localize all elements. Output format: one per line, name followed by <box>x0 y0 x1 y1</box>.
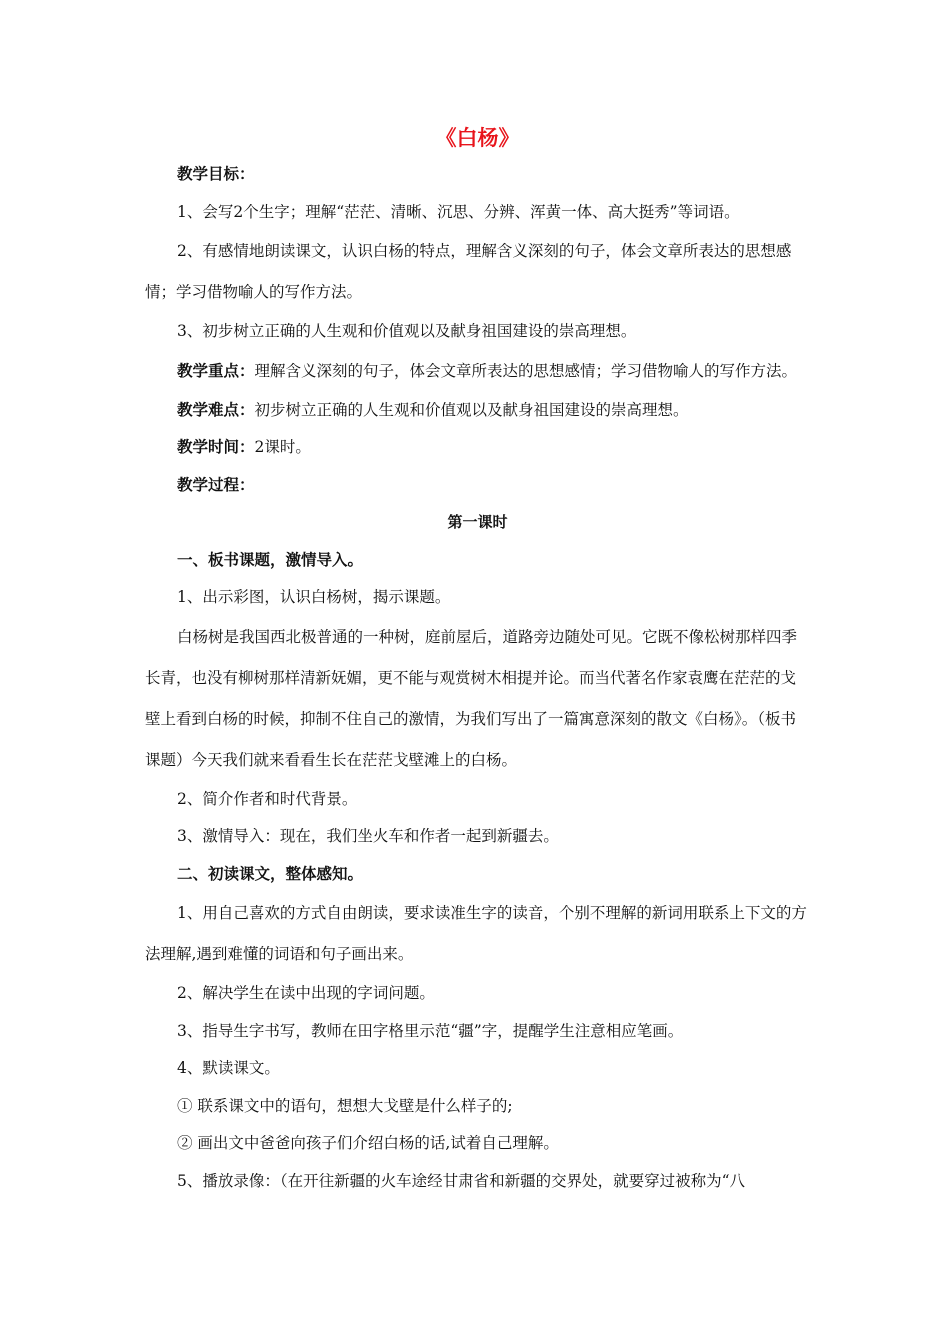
key-points-paragraph <box>145 351 810 392</box>
section2-item: ② 画出文中爸爸向孩子们介绍白杨的话,试着自己理解。 <box>177 1134 559 1152</box>
document-title: 《白杨》 <box>435 126 520 150</box>
objective-item: 1、会写2个生字；理解“茫茫、清晰、沉思、分辨、浑黄一体、高大挺秀”等词语。 <box>177 202 740 221</box>
key-points-text: 理解含义深刻的句子，体会文章所表达的思想感情；学习借物喻人的写作方法。 <box>254 361 798 380</box>
section1-item: 3、激情导入：现在，我们坐火车和作者一起到新疆去。 <box>177 827 559 845</box>
section2-item: 1、用自己喜欢的方式自由朗读，要求读准生字的读音，个别不理解的新词用联系上下文的方法理解,遇到难懂的词语和句子画出来。 <box>145 904 807 963</box>
section1-item: 白杨树是我国西北极普通的一种树，庭前屋后，道路旁边随处可见。它既不像松树那样四季长青，也没有柳树那样清新妩媚，更不能与观赏树木相提并论。而当代著名作家袁鹰在茫茫的戈壁上看到白杨的时候，抑制不住自己的激情，为我们写出了一篇寓意深刻的散文《白杨》。（板书课题）今天我们就来看看生长在茫茫戈壁滩上的白杨。 <box>145 627 798 769</box>
time-paragraph <box>145 429 810 467</box>
section2-item: 4、默读课文。 <box>177 1059 280 1077</box>
section1-item: 1、出示彩图，认识白杨树，揭示课题。 <box>177 588 451 606</box>
time-label: 教学时间： <box>177 438 255 456</box>
lesson-heading: 第一课时 <box>447 513 508 531</box>
document-page <box>145 122 810 1200</box>
difficulty-label: 教学难点： <box>177 400 255 419</box>
difficulty-paragraph <box>145 392 810 430</box>
objective-item: 3、初步树立正确的人生观和价值观以及献身祖国建设的崇高理想。 <box>177 322 637 340</box>
section2-item: ① 联系课文中的语句，想想大戈壁是什么样子的; <box>177 1096 513 1115</box>
section1-heading: 一、板书课题，激情导入。 <box>177 550 364 569</box>
difficulty-text: 初步树立正确的人生观和价值观以及献身祖国建设的崇高理想。 <box>254 400 689 419</box>
objectives-heading: 教学目标： <box>177 165 255 183</box>
process-heading: 教学过程： <box>177 475 255 494</box>
key-points-label: 教学重点： <box>177 361 255 380</box>
section2-item: 5、播放录像：（在开往新疆的火车途经甘肃省和新疆的交界处，就要穿过被称为“八 <box>177 1171 746 1190</box>
objective-item: 2、有感情地朗读课文，认识白杨的特点，理解含义深刻的句子，体会文章所表达的思想感情；学习借物喻人的写作方法。 <box>145 242 792 301</box>
time-text: 2课时。 <box>254 438 311 456</box>
section2-item: 3、指导生字书写，教师在田字格里示范“疆”字，提醒学生注意相应笔画。 <box>177 1021 684 1040</box>
section2-item: 2、解决学生在读中出现的字词问题。 <box>177 984 435 1002</box>
section1-item: 2、简介作者和时代背景。 <box>177 789 358 808</box>
section2-heading: 二、初读课文，整体感知。 <box>177 864 364 883</box>
